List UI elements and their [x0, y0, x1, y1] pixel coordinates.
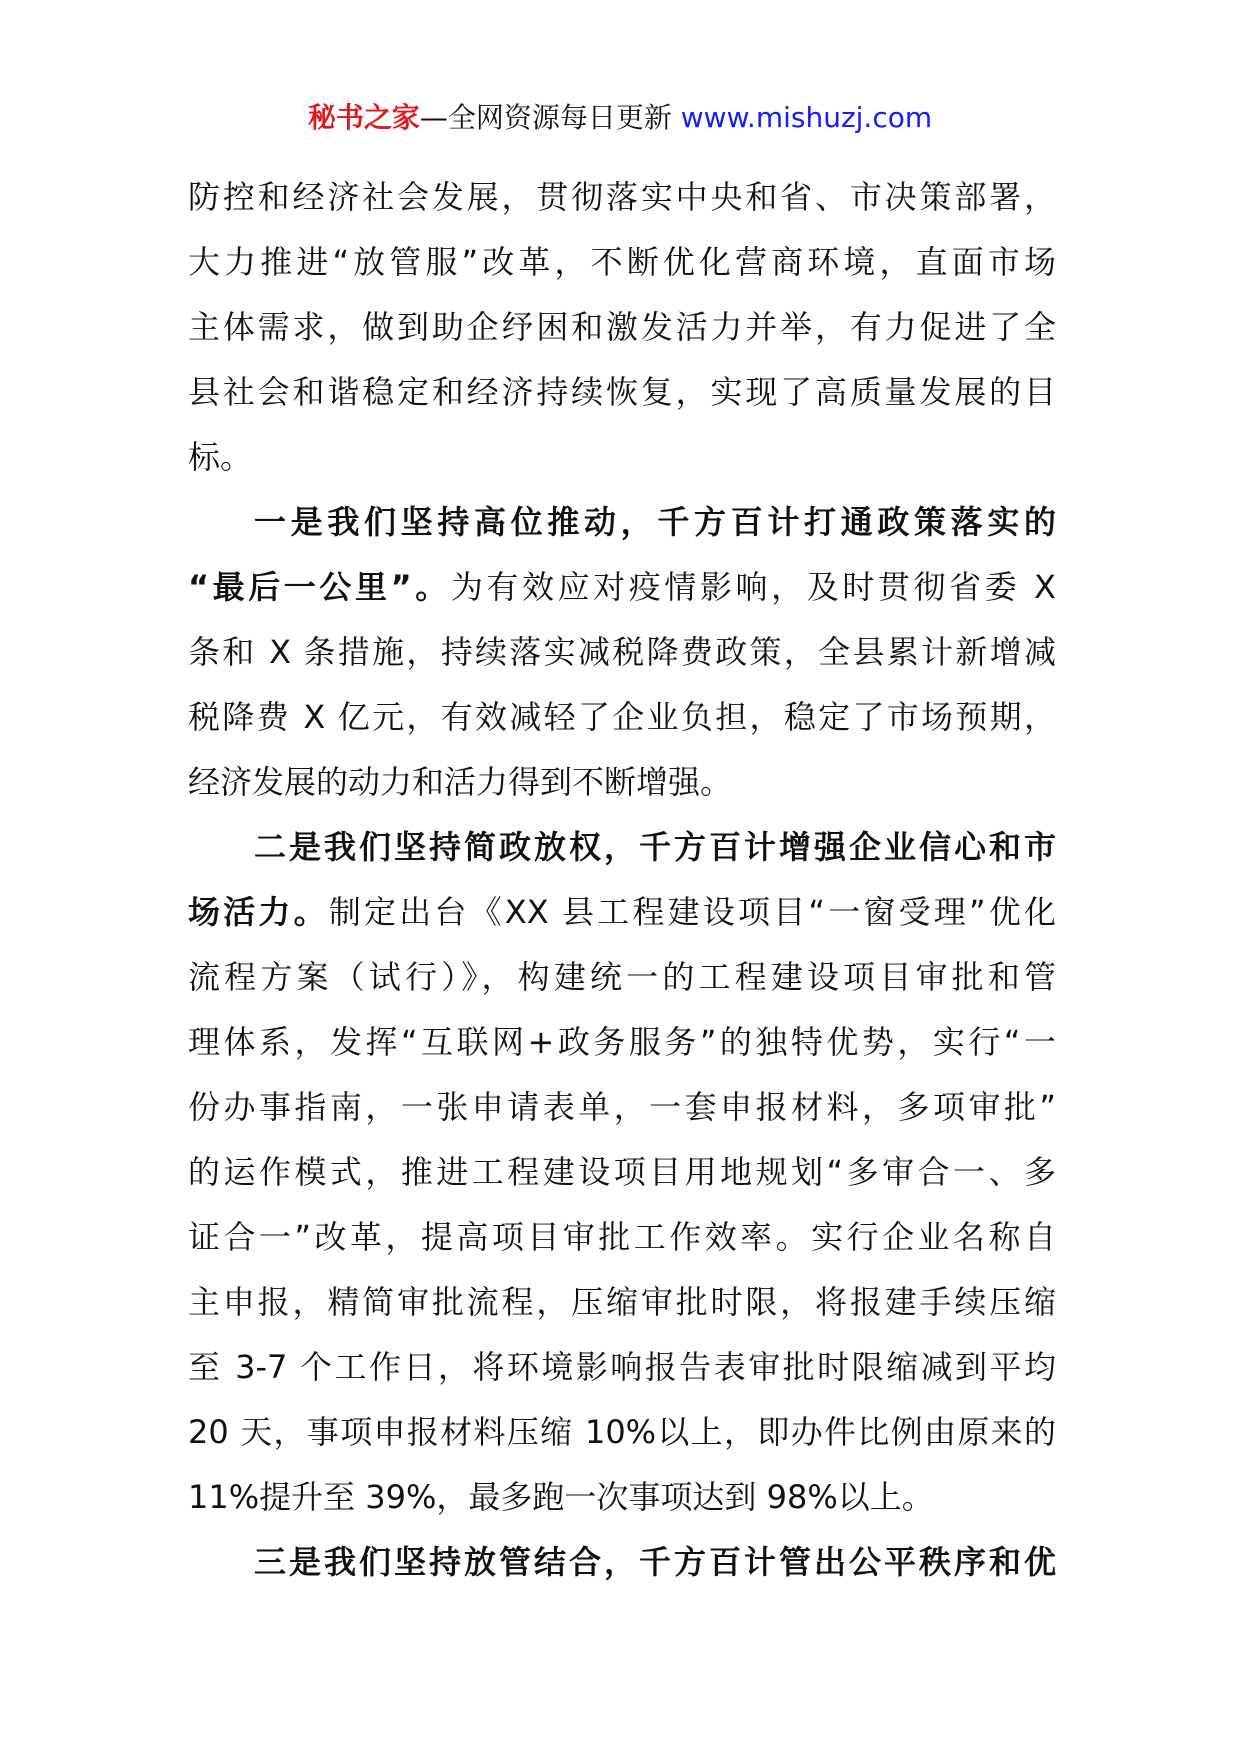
line-text: 县社会和谐稳定和经济持续恢复，实现了高质量发展的目 — [188, 373, 1056, 411]
line-text: 主申报，精简审批流程，压缩审批时限，将报建手续压缩 — [188, 1283, 1056, 1321]
text-line — [188, 750, 1056, 815]
line-text: 证合一”改革，提高项目审批工作效率。实行企业名称自 — [188, 1218, 1056, 1256]
line-text: 份办事指南，一张申请表单，一套申报材料，多项审批” — [188, 1088, 1056, 1126]
heading-bold-text: 二是我们坚持简政放权，千方百计增强企业信心和市 — [254, 828, 1056, 866]
section-heading-3 — [188, 1530, 1056, 1595]
line-text: 标。 — [188, 438, 253, 476]
text-line — [188, 165, 1056, 230]
text-line — [188, 360, 1056, 425]
line-text: 理体系，发挥“互联网+政务服务”的独特优势，实行“一 — [188, 1023, 1056, 1061]
line-text: 大力推进“放管服”改革，不断优化营商环境，直面市场 — [188, 243, 1056, 281]
section-heading-1 — [188, 490, 1056, 555]
line-text: 税降费 X 亿元，有效减轻了企业负担，稳定了市场预期， — [188, 698, 1056, 736]
site-url-link[interactable]: www.mishuzj.com — [680, 101, 933, 134]
line-text: 制定出台《XX 县工程建设项目“一窗受理”优化 — [328, 893, 1056, 931]
brand-name: 秘书之家 — [307, 101, 420, 134]
text-line — [188, 295, 1056, 360]
line-text: 主体需求，做到助企纾困和激发活力并举，有力促进了全 — [188, 308, 1056, 346]
text-line — [188, 425, 1056, 490]
site-header — [0, 98, 1240, 138]
line-text: 防控和经济社会发展，贯彻落实中央和省、市决策部署， — [188, 178, 1056, 216]
header-tagline: —全网资源每日更新 — [419, 101, 681, 134]
line-text: 11%提升至 39%，最多跑一次事项达到 98%以上。 — [188, 1478, 934, 1516]
text-line — [188, 1075, 1056, 1140]
line-text: 条和 X 条措施，持续落实减税降费政策，全县累计新增减 — [188, 633, 1056, 671]
text-line — [188, 880, 1056, 945]
text-line — [188, 1465, 1056, 1530]
heading-bold-text: “最后一公里”。 — [188, 568, 451, 606]
heading-bold-text: 场活力。 — [188, 893, 329, 931]
section-heading-2 — [188, 815, 1056, 880]
line-text: 经济发展的动力和活力得到不断增强。 — [188, 763, 733, 801]
line-text: 流程方案（试行）》，构建统一的工程建设项目审批和管 — [188, 958, 1056, 996]
heading-bold-text: 三是我们坚持放管结合，千方百计管出公平秩序和优 — [254, 1543, 1056, 1581]
line-text: 20 天，事项申报材料压缩 10%以上，即办件比例由原来的 — [188, 1413, 1056, 1451]
text-line — [188, 1270, 1056, 1335]
text-line — [188, 945, 1056, 1010]
text-line — [188, 620, 1056, 685]
text-line — [188, 1400, 1056, 1465]
text-line — [188, 555, 1056, 620]
text-line — [188, 1140, 1056, 1205]
line-text: 至 3-7 个工作日，将环境影响报告表审批时限缩减到平均 — [188, 1348, 1056, 1386]
text-line — [188, 1205, 1056, 1270]
text-line — [188, 230, 1056, 295]
document-body — [188, 165, 1056, 1595]
text-line — [188, 1010, 1056, 1075]
text-line — [188, 685, 1056, 750]
heading-bold-text: 一是我们坚持高位推动，千方百计打通政策落实的 — [254, 503, 1056, 541]
line-text: 的运作模式，推进工程建设项目用地规划“多审合一、多 — [188, 1153, 1056, 1191]
text-line — [188, 1335, 1056, 1400]
line-text: 为有效应对疫情影响，及时贯彻省委 X — [450, 568, 1056, 606]
